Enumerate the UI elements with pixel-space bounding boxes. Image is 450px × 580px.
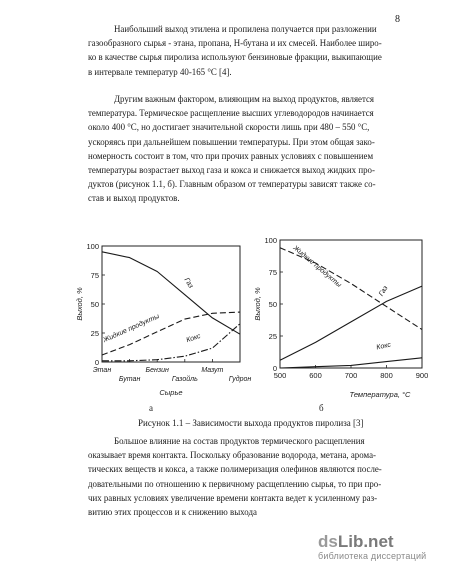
x-tick-label: 500 [273, 371, 287, 380]
y-tick-label: 25 [268, 332, 277, 341]
figure-panel-b [253, 228, 429, 408]
panel-b-letter: б [319, 403, 324, 413]
series-label: Газ [377, 284, 390, 298]
paragraph-2 [88, 92, 418, 206]
x-category-label: Бутан [118, 376, 141, 383]
x-tick-label: 800 [380, 371, 393, 380]
text-line: витию этих процессов и к снижению выхода [88, 507, 257, 518]
y-tick-label: 100 [264, 236, 277, 245]
x-axis-label: Сырье [159, 388, 183, 397]
y-tick-label: 100 [86, 242, 99, 251]
y-axis-label: Выход, % [253, 287, 262, 321]
y-tick-label: 0 [272, 364, 277, 373]
x-axis-label: Температура, °С [349, 390, 411, 399]
x-tick-label: 600 [309, 371, 322, 380]
x-tick-label: 700 [344, 371, 358, 380]
series-line-0 [280, 286, 422, 360]
figure-panel-a [75, 238, 254, 408]
x-category-label: Гудрон [228, 376, 252, 383]
x-category-label: Газойль [171, 376, 198, 383]
y-tick-label: 25 [90, 329, 99, 338]
text-line: тических веществ и кокса, а также полимеризация олефинов являются после- [88, 464, 382, 475]
y-axis-label: Выход, % [75, 287, 84, 321]
y-tick-label: 75 [268, 268, 277, 277]
figure-caption: Рисунок 1.1 – Зависимости выхода продуктов пиролиза [3] [138, 418, 364, 428]
watermark-logo [318, 532, 448, 561]
text-line: оказывает время контакта. Поскольку образование водорода, метана, арома- [88, 450, 376, 461]
text-line: около 400 °С, но достигает значительной скорости лишь при 480 – 550 °С, [88, 122, 370, 133]
chart-b [253, 228, 429, 408]
y-tick-label: 50 [90, 300, 99, 309]
series-label: Кокс [375, 341, 392, 352]
x-tick-label: 900 [415, 371, 429, 380]
text-line: дуктов (рисунок 1.1, б). Главным образом от температуры зависят также со- [88, 179, 376, 190]
text-line: довательными по отношению к первичному расщеплению сырья, то при про- [88, 478, 382, 489]
series-label: Кокс [185, 332, 202, 345]
panel-a-letter: а [149, 403, 153, 413]
series-label: Газ [182, 276, 195, 290]
text-line: ускоряясь при дальнейшем повышении температуры. При этом общая зако- [88, 136, 375, 147]
text-line: став и выход продуктов. [88, 193, 180, 204]
watermark-subtitle: библиотека диссертаций [318, 551, 427, 561]
paragraph-3 [88, 434, 418, 519]
y-tick-label: 0 [94, 358, 99, 367]
text-line: ко в качестве сырья пиролиза используют бензиновые фракции, выкипающие [88, 52, 382, 63]
text-line: температура. Термическое расщепление высших углеводородов начинается [88, 108, 374, 119]
chart-a [75, 238, 254, 408]
series-line-1 [280, 248, 422, 330]
plot-frame [280, 240, 422, 368]
text-line: номерность состоит в том, что при прочих равных условиях с повышением [88, 150, 374, 161]
text-line: Другим важным фактором, влияющим на выход продуктов, является [114, 94, 374, 104]
series-label: Жидкие продукты [291, 244, 343, 289]
text-line: в интервале температур 40-165 °С [4]. [88, 66, 232, 77]
text-line: Большое влияние на состав продуктов термического расщепления [114, 436, 365, 446]
plot-frame [102, 246, 240, 362]
text-line: газообразного сырья - этана, пропана, Н-бутана и их смесей. Наиболее широ- [88, 38, 382, 49]
text-line: чих равных условиях увеличение времени контакта ведет к усиленному раз- [88, 492, 378, 503]
x-category-label: Бензин [145, 367, 169, 374]
y-tick-label: 75 [90, 271, 99, 280]
watermark-title: dsLib.net [318, 532, 394, 551]
x-category-label: Мазут [201, 367, 224, 374]
y-tick-label: 50 [268, 300, 277, 309]
page-number: 8 [395, 14, 400, 25]
series-label: Жидкие продукты [102, 313, 161, 345]
text-line: Наибольший выход этилена и пропилена получается при разложении [114, 24, 377, 34]
series-line-0 [102, 252, 240, 334]
paragraph-1 [88, 22, 418, 79]
text-line: температуры возрастает выход газа и кокса и снижается выход жидких про- [88, 165, 375, 176]
x-category-label: Этан [92, 367, 112, 374]
